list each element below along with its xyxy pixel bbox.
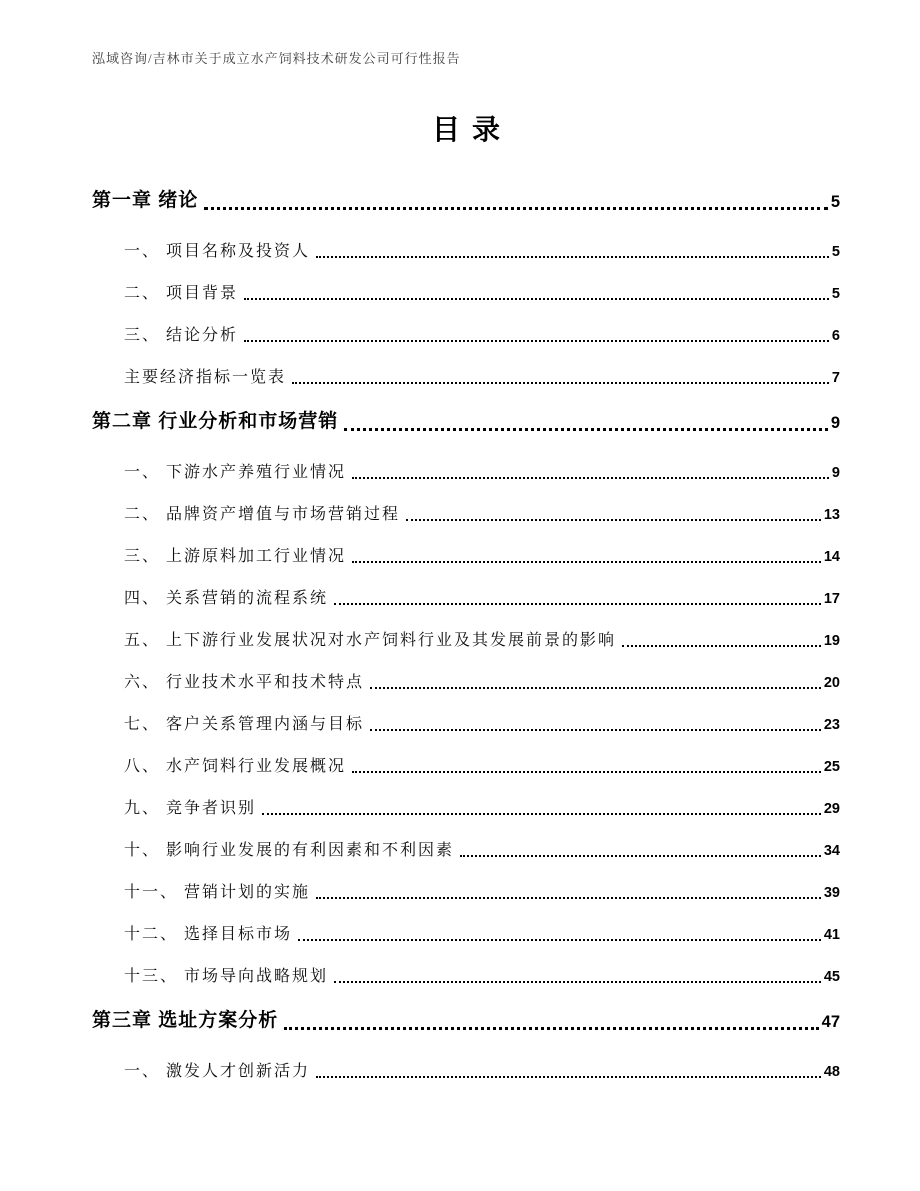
- toc-page-number: 47: [821, 1013, 840, 1031]
- dotted-leader: [370, 729, 821, 731]
- dotted-leader: [316, 256, 829, 258]
- toc-item-row[interactable]: [92, 966, 840, 987]
- toc-page-number: 34: [823, 843, 840, 859]
- toc-entry-label: 五、 上下游行业发展状况对水产饲料行业及其发展前景的影响: [124, 632, 617, 649]
- toc-page-number: 20: [823, 675, 840, 691]
- toc-page-number: 14: [823, 549, 840, 565]
- toc-page-number: 25: [823, 759, 840, 775]
- dotted-leader: [244, 298, 829, 300]
- toc-item-row[interactable]: [92, 325, 840, 346]
- toc-entry-label: 二、 品牌资产增值与市场营销过程: [124, 506, 401, 523]
- toc-entry-label: 三、 上游原料加工行业情况: [124, 548, 347, 565]
- toc-item-row[interactable]: [92, 840, 840, 861]
- toc-item-row[interactable]: [92, 241, 840, 262]
- toc-page-number: 45: [823, 969, 840, 985]
- toc-page-number: 29: [823, 801, 840, 817]
- toc-item-row[interactable]: [92, 756, 840, 777]
- toc-entry-label: 一、 激发人才创新活力: [124, 1063, 311, 1080]
- dotted-leader: [344, 428, 828, 431]
- toc-entry-label: 十、 影响行业发展的有利因素和不利因素: [124, 842, 455, 859]
- toc-item-row[interactable]: [92, 1061, 840, 1082]
- toc-page-number: 5: [831, 244, 840, 260]
- toc-entry-label: 第三章 选址方案分析: [92, 1010, 279, 1031]
- toc-item-row[interactable]: [92, 630, 840, 651]
- toc-item-row[interactable]: [92, 672, 840, 693]
- toc-entry-label: 七、 客户关系管理内涵与目标: [124, 716, 365, 733]
- toc-item-row[interactable]: [92, 714, 840, 735]
- toc-entry-label: 三、 结论分析: [124, 327, 239, 344]
- toc-page-number: 5: [830, 193, 840, 211]
- toc-chapter-row[interactable]: [92, 188, 840, 214]
- toc-entry-label: 主要经济指标一览表: [124, 369, 287, 386]
- toc-page-number: 9: [831, 465, 840, 481]
- dotted-leader: [298, 939, 821, 941]
- toc-entry-label: 八、 水产饲料行业发展概况: [124, 758, 347, 775]
- dotted-leader: [352, 771, 821, 773]
- toc-entry-label: 六、 行业技术水平和技术特点: [124, 674, 365, 691]
- toc-title: 目录: [431, 114, 512, 145]
- toc-entry-label: 九、 竞争者识别: [124, 800, 257, 817]
- toc-page-number: 9: [830, 414, 840, 432]
- toc-list: [92, 188, 840, 1082]
- toc-entry-label: 十一、 营销计划的实施: [124, 884, 311, 901]
- toc-entry-label: 十二、 选择目标市场: [124, 926, 293, 943]
- dotted-leader: [284, 1027, 818, 1030]
- toc-item-row[interactable]: [92, 283, 840, 304]
- toc-page-number: 7: [831, 370, 840, 386]
- dotted-leader: [370, 687, 821, 689]
- toc-entry-label: 一、 下游水产养殖行业情况: [124, 464, 347, 481]
- dotted-leader: [334, 981, 821, 983]
- toc-entry-label: 四、 关系营销的流程系统: [124, 590, 329, 607]
- toc-entry-label: 二、 项目背景: [124, 285, 239, 302]
- toc-item-row[interactable]: [92, 546, 840, 567]
- toc-page-number: 19: [823, 633, 840, 649]
- toc-page-number: 5: [831, 286, 840, 302]
- toc-item-row[interactable]: [92, 588, 840, 609]
- toc-page-number: 23: [823, 717, 840, 733]
- toc-entry-label: 第一章 绪论: [92, 190, 199, 211]
- toc-page-number: 13: [823, 507, 840, 523]
- toc-item-row[interactable]: [92, 798, 840, 819]
- toc-item-row[interactable]: [92, 462, 840, 483]
- dotted-leader: [406, 519, 821, 521]
- toc-entry-label: 第二章 行业分析和市场营销: [92, 411, 339, 432]
- dotted-leader: [622, 645, 821, 647]
- toc-page-number: 48: [823, 1064, 840, 1080]
- dotted-leader: [262, 813, 821, 815]
- toc-item-row[interactable]: [92, 504, 840, 525]
- toc-page-number: 6: [831, 328, 840, 344]
- toc-page-number: 39: [823, 885, 840, 901]
- toc-item-row[interactable]: [92, 367, 840, 388]
- toc-entry-label: 十三、 市场导向战略规划: [124, 968, 329, 985]
- toc-entry-label: 一、 项目名称及投资人: [124, 243, 311, 260]
- toc-item-row[interactable]: [92, 882, 840, 903]
- header-text: 泓域咨询/吉林市关于成立水产饲料技术研发公司可行性报告: [92, 51, 461, 66]
- dotted-leader: [352, 561, 821, 563]
- toc-chapter-row[interactable]: [92, 1008, 840, 1034]
- toc-item-row[interactable]: [92, 924, 840, 945]
- toc-page-number: 17: [823, 591, 840, 607]
- dotted-leader: [352, 477, 829, 479]
- dotted-leader: [292, 382, 829, 384]
- dotted-leader: [316, 897, 821, 899]
- dotted-leader: [244, 340, 829, 342]
- dotted-leader: [334, 603, 821, 605]
- toc-page-number: 41: [823, 927, 840, 943]
- toc-chapter-row[interactable]: [92, 409, 840, 435]
- dotted-leader: [460, 855, 821, 857]
- dotted-leader: [204, 207, 828, 210]
- dotted-leader: [316, 1076, 821, 1078]
- page-header: [92, 50, 840, 68]
